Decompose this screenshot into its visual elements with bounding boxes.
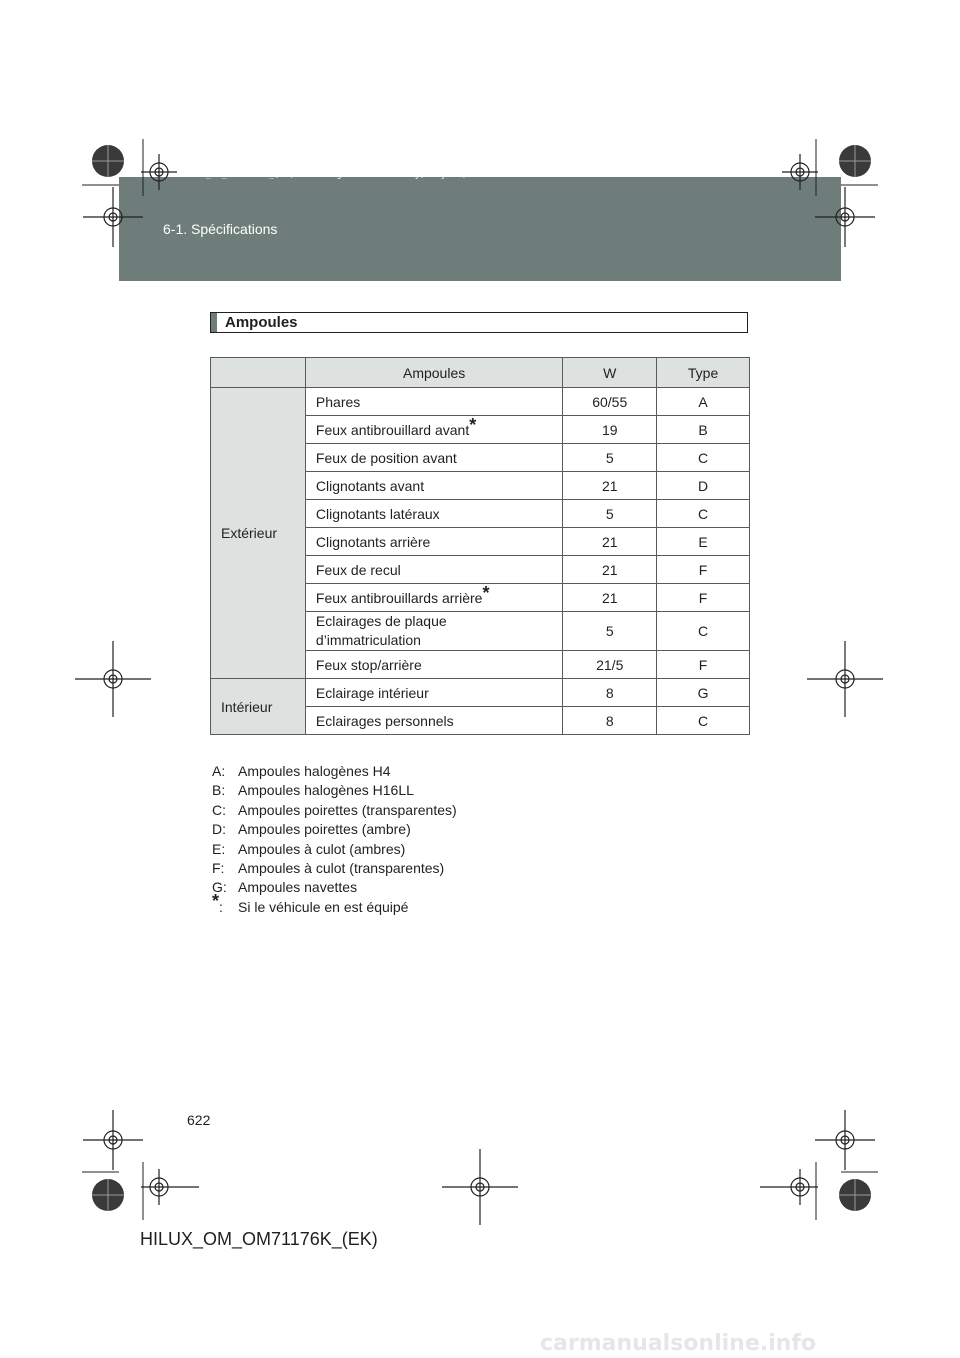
legend-key: G: — [212, 879, 227, 896]
group-exterior: Extérieur — [211, 388, 306, 679]
bulb-name: Clignotants avant — [305, 472, 562, 500]
bulb-name-line1: Eclairages de plaque — [315, 613, 447, 629]
header-w: W — [563, 358, 657, 388]
bulb-watt: 21/5 — [563, 651, 657, 679]
legend-key: E: — [212, 840, 226, 857]
bulb-watt: 19 — [563, 416, 657, 444]
bulb-name: Phares — [305, 388, 562, 416]
legend-text: Ampoules halogènes H4 — [238, 763, 391, 779]
bulb-type: F — [657, 651, 750, 679]
header-ampoules: Ampoules — [305, 358, 562, 388]
section-title: Ampoules — [225, 314, 298, 331]
bulb-watt: 21 — [563, 528, 657, 556]
bulb-watt: 60/55 — [563, 388, 657, 416]
bulb-watt: 8 — [563, 679, 657, 707]
bulb-type: C — [657, 500, 750, 528]
section-heading: 6-1. Spécifications — [163, 221, 278, 237]
legend-text: Ampoules halogènes H16LL — [238, 782, 414, 799]
legend-text: Ampoules à culot (transparentes) — [238, 860, 445, 877]
group-interior: Intérieur — [211, 679, 306, 735]
legend-text: Ampoules navettes — [238, 879, 358, 896]
asterisk-note: * — [482, 582, 490, 603]
book-stamp: HILUX_OM_OM71176K_(EK).book Page 622 Wednesday, May 16, 2012 2:32 PM — [180, 170, 535, 180]
bulb-type: F — [657, 584, 750, 612]
bulb-type: F — [657, 556, 750, 584]
bulb-watt: 21 — [563, 472, 657, 500]
legend-key: : — [219, 898, 223, 915]
bulb-name: Clignotants latéraux — [305, 500, 562, 528]
bulb-name: Eclairages personnels — [305, 707, 562, 735]
asterisk-note: * — [212, 890, 220, 911]
page-number: 622 — [187, 1112, 211, 1128]
bulb-name: Feux de position avant — [305, 444, 562, 472]
bulb-name: Eclairage intérieur — [305, 679, 562, 707]
legend-text: Ampoules à culot (ambres) — [238, 840, 406, 857]
bulb-type: C — [657, 444, 750, 472]
bulb-name: Clignotants arrière — [305, 528, 562, 556]
bulb-type: C — [657, 612, 750, 651]
bulb-name: Feux antibrouillards arrière — [315, 589, 483, 606]
bulb-watt: 5 — [563, 612, 657, 651]
asterisk-note: * — [469, 414, 477, 435]
legend-key: F: — [212, 860, 225, 877]
bulb-name-line2: d’immatriculation — [315, 632, 421, 648]
bulb-type: E — [657, 528, 750, 556]
bulb-watt: 5 — [563, 444, 657, 472]
watermark-text: carmanualsonline.info — [540, 1331, 816, 1356]
bulb-type: A — [657, 388, 750, 416]
legend-key: D: — [212, 821, 226, 838]
bulb-type: G — [657, 679, 750, 707]
bulb-name: Feux de recul — [305, 556, 562, 584]
bulb-type: C — [657, 707, 750, 735]
legend-text: Ampoules poirettes (transparentes) — [238, 801, 457, 818]
bulb-watt: 21 — [563, 584, 657, 612]
bulb-type: B — [657, 416, 750, 444]
bulb-name: Feux antibrouillard avant — [315, 421, 470, 438]
header-type: Type — [657, 358, 750, 388]
bulb-type: D — [657, 472, 750, 500]
legend-key: C: — [212, 801, 226, 818]
bulb-watt: 21 — [563, 556, 657, 584]
bulb-watt: 5 — [563, 500, 657, 528]
legend-text: Ampoules poirettes (ambre) — [238, 821, 411, 838]
bulb-watt: 8 — [563, 707, 657, 735]
legend-key: A: — [212, 763, 226, 779]
bulb-name: Feux stop/arrière — [305, 651, 562, 679]
legend-key: B: — [212, 782, 226, 799]
legend-text: Si le véhicule en est équipé — [238, 898, 409, 915]
footer-manual-code: HILUX_OM_OM71176K_(EK) — [140, 1229, 378, 1249]
